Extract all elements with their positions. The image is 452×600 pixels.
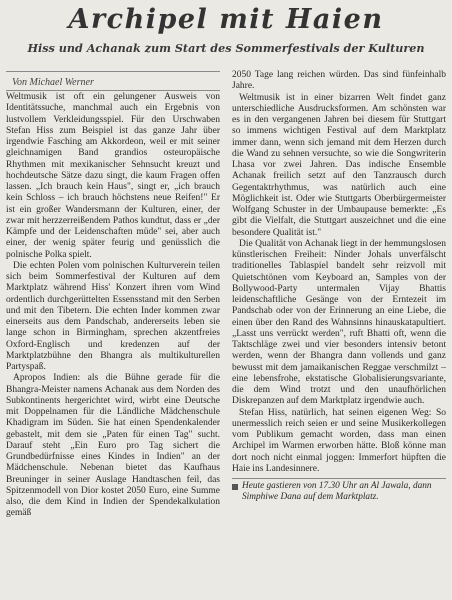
byline-rule-top (6, 71, 220, 72)
paragraph: Stefan Hiss, natürlich, hat seinen eigenen Weg: So unermesslich reich seien er und seine Musikerkollegen vom Publikum gemacht worden, dass man einen Archipel im Warmen erworben hätte. Bloß könne man dort noch nicht einmal joggen: Immerfort hüpften die Haie ins Landesinnere. (232, 407, 446, 474)
article-column-right (232, 70, 446, 504)
byline: Von Michael Werner (12, 77, 94, 88)
subheadline: Hiss und Achanak zum Start des Sommerfestivals der Kulturen (27, 41, 425, 55)
article-column-left (6, 92, 220, 520)
paragraph: Die echten Polen vom polnischen Kulturverein teilen sich beim Sommerfestival der Kulturen auf dem Marktplatz während Hiss' Konzert ihren vom Wind ordentlich durchgerüttelten Essensstand mit den Serben und mit den Tibetern. Die echten Inder kommen zwar einerseits aus dem Pandschab, andererseits leben sie lange schon in Birmingham, sprechen akzentfreies Oxford-Englisch und kredenzen auf der Marktplatzbühne den Bhangra als multikulturellen Partyspaß. (6, 260, 220, 372)
square-bullet-icon (232, 484, 238, 490)
headline: Archipel mit Haien (68, 4, 384, 35)
event-note (232, 478, 446, 504)
paragraph: Die Qualität von Achanak liegt in der hemmungslosen künstlerischen Freiheit: Ninder Johals unverfälscht traditionelles Tablaspiel bandelt sehr reizvoll mit Quietschtönen vom Keyboard an, Samples von der Bollywood-Party untermalen Vijay Bhattis leidenschaftliche Gesänge von der Erntezeit im Pandschab oder von der Erinnerung an eine Liebe, die einen über den Rand des Wahnsinns hinauskatapultiert. „Lasst uns verrückt werden", ruft Bhatti oft, wenn die Taktschläge zwei und vier besonders intensiv betont werden, wenn der Bhangra dann vollends und ganz bewusst mit dem jamaikanischen Reggae verschmilzt – eine lebensfrohe, ekstatische Globalisierungsvariante, die dem Wind trotzt und den unaufhörlichen Diskrepanzen auf dem Marktplatz irgendwie auch. (232, 238, 446, 407)
paragraph: 2050 Tage lang reichen würden. Das sind fünfeinhalb Jahre. (232, 70, 446, 92)
paragraph: Weltmusik ist in einer bizarren Welt findet ganz unterschiedliche Ausdrucksformen. Am schönsten war es in den vergangenen Jahren bei diesem für Stuttgart so immens wichtigen Festival auf dem Marktplatz immer dann, wenn sich jemand mit dem Herzen durch die Wand zu sehnen versuchte, so wie die Songwriterin Lhasa vor zwei Jahren. Das indische Ensemble Achanak freilich setzt auf den Tanzrausch durch Gegentaktrhythmus, was natürlich auch eine Möglichkeit ist. Oder wie Stuttgarts Oberbürgermeister Wolfgang Schuster in der Umbaupause bemerkte: „Es gibt die Vielfalt, die Stuttgart auszeichnet und die eine besondere Qualität ist." (232, 92, 446, 238)
paragraph: Apropos Indien: als die Bühne gerade für die Bhangra-Meister namens Achanak aus dem Norden des Subkontinents hergerichtet wird, wirbt eine Deutsche mit Doppelnamen für die Ländliche Mädchenschule Khadigram im Süden. Sie hat einen Spendenkalender gebastelt, mit dem sie „Paten für einen Tag" sucht. Darauf steht „Ein Euro pro Tag sichert die Grundbedürfnisse eines Kindes in Indien" an der Mädchenschule. Nebenan bietet das Kaufhaus Breuninger in seiner Auslage Handtaschen feil, das Spitzenmodell von Dior kostet 2050 Euro, eine Summe also, die dem Kind in Indien der Spendekalkulation gemäß (6, 373, 220, 519)
event-note-text: Heute gastieren von 17.30 Uhr an Al Jawala, dann Simphiwe Dana auf dem Marktplatz. (242, 481, 432, 503)
byline-rule-bottom (6, 90, 220, 91)
paragraph: Weltmusik ist oft ein gelungener Ausweis von Identitätssuche, manchmal auch ein Ergebnis von lustvollem Verkleidungsspiel. Für den Urschwaben Stefan Hiss zum Beispiel ist das ganze Jahr über irgendwie Fasching am Akkordeon, weil er mit seiner gleichnamigen Band grandios osteuropäische Rhythmen mit mexikanischer Sehnsucht kreuzt und hochdeutsche Sätze dazu singt, die kaum Fragen offen lassen. „Ich brauch kein Haus", singt er, „ich brauch kein Schloss – ich brauch höchstens neue Reifen!" Er ist ein großer Wandersmann der Kulturen, einer, der zwar mit herzzerreißendem Pathos kundtut, dass er „der Kämpfe und der Leidenschaften müde" sei, aber auch einer, der wenig später feurig und genüsslich die polnische Polka spielt. (6, 92, 220, 260)
